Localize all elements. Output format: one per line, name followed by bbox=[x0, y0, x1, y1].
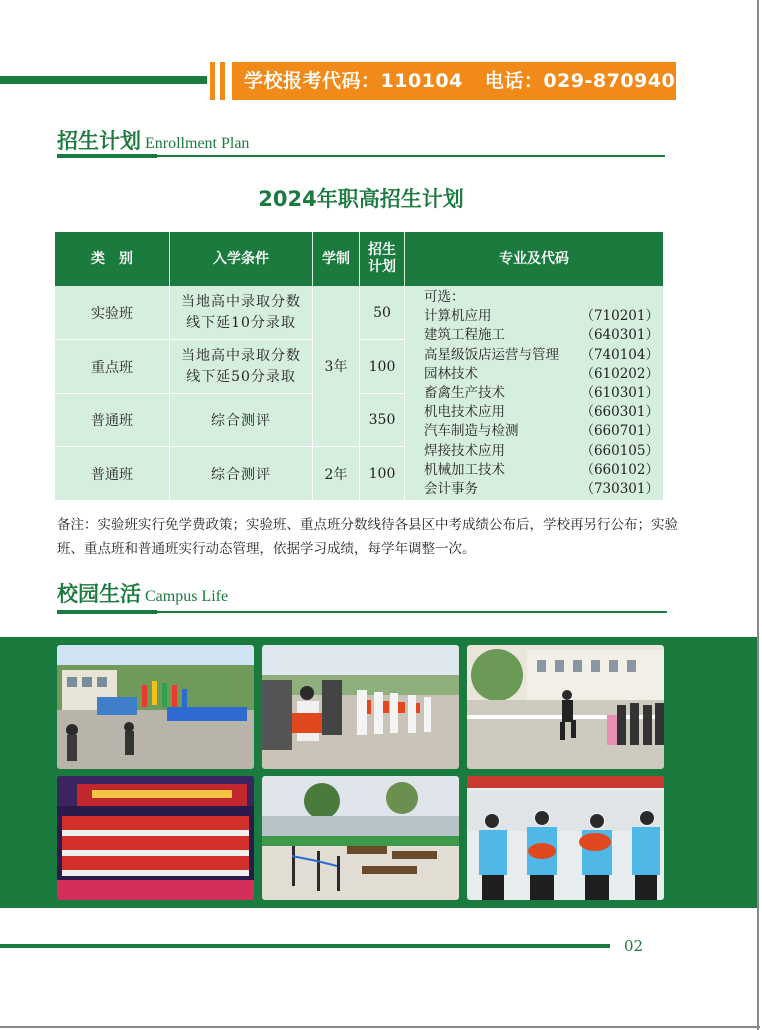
table-cell-category: 重点班 bbox=[91, 359, 133, 376]
campus-section-title bbox=[57, 578, 228, 608]
section-underline bbox=[57, 610, 157, 614]
col-header-category: 类 别 bbox=[55, 232, 169, 286]
major-item: 焊接技术应用 （660105） bbox=[424, 442, 659, 459]
relay-race-photo bbox=[467, 645, 664, 769]
campus-title-en: Campus Life bbox=[145, 588, 229, 605]
major-item: 高星级饭店运营与管理 （740104） bbox=[424, 346, 659, 363]
campus-title-cn: 校园生活 bbox=[57, 582, 141, 606]
skills-training-photo bbox=[262, 776, 459, 900]
award-students-photo bbox=[467, 776, 664, 900]
page-edge-bottom bbox=[0, 1026, 760, 1028]
major-item: 汽车制造与检测 （660701） bbox=[424, 423, 659, 440]
page-edge-right bbox=[757, 0, 759, 1030]
header-stripe bbox=[210, 62, 215, 100]
major-item: 建筑工程施工 （640301） bbox=[424, 327, 659, 344]
section-underline bbox=[157, 611, 667, 613]
table-cell-quota: 100 bbox=[368, 358, 396, 375]
table-cell-category: 普通班 bbox=[91, 466, 133, 483]
choir-contest-photo bbox=[57, 776, 254, 900]
majors-list bbox=[424, 288, 659, 499]
col-header-duration: 学制 bbox=[313, 232, 359, 286]
table-cell-quota: 100 bbox=[368, 465, 396, 482]
section-underline bbox=[57, 154, 157, 158]
table-cell-duration: 2年 bbox=[324, 466, 348, 483]
enrollment-table bbox=[55, 232, 663, 500]
parade-photo bbox=[57, 645, 254, 769]
majors-intro: 可选： bbox=[424, 289, 465, 305]
enrollment-section-title bbox=[57, 125, 249, 155]
plan-title: 2024年职高招生计划 bbox=[258, 187, 464, 211]
col-header-condition: 入学条件 bbox=[170, 232, 312, 286]
table-cell-duration: 3年 bbox=[324, 359, 348, 375]
header-contact-banner bbox=[232, 62, 703, 100]
major-item: 会计事务 （730301） bbox=[424, 481, 659, 498]
table-cell-quota: 350 bbox=[368, 412, 396, 428]
major-item: 畜禽生产技术 （610301） bbox=[424, 385, 659, 402]
table-cell-category: 普通班 bbox=[91, 413, 133, 429]
table-cell-condition: 当地高中录取分数 线下延10分录取 bbox=[181, 293, 301, 331]
table-cell-condition: 综合测评 bbox=[211, 413, 271, 429]
header-stripe bbox=[220, 62, 225, 100]
major-item: 机电技术应用 （660301） bbox=[424, 404, 659, 421]
remarks-note: 备注：实验班实行免学费政策；实验班、重点班分数线待各县区中考成绩公布后，学校再另行公布；实验班、重点班和普通班实行动态管理，依据学习成绩，每学年调整一次。 bbox=[57, 517, 678, 557]
major-item: 计算机应用 （710201） bbox=[424, 308, 659, 325]
section-underline bbox=[157, 155, 665, 157]
page-number: 02 bbox=[624, 937, 644, 955]
enrollment-title-cn: 招生计划 bbox=[57, 129, 141, 153]
table-cell-quota: 50 bbox=[373, 304, 391, 321]
major-item: 园林技术 （610202） bbox=[424, 365, 659, 382]
col-header-majors: 专业及代码 bbox=[405, 232, 663, 286]
col-header-quota: 招生 计划 bbox=[360, 232, 404, 286]
major-item: 机械加工技术 （660102） bbox=[424, 461, 659, 478]
enrollment-title-en: Enrollment Plan bbox=[145, 135, 250, 152]
header-green-line bbox=[0, 76, 207, 84]
cheer-squad-photo bbox=[262, 645, 459, 769]
table-cell-condition: 综合测评 bbox=[211, 466, 271, 483]
footer-line bbox=[0, 944, 610, 948]
school-phone: 电话：029-87094069 bbox=[484, 70, 703, 92]
table-cell-condition: 当地高中录取分数 线下延50分录取 bbox=[181, 347, 301, 385]
table-cell-category: 实验班 bbox=[91, 305, 133, 322]
school-code: 学校报考代码：110104 bbox=[244, 70, 463, 92]
